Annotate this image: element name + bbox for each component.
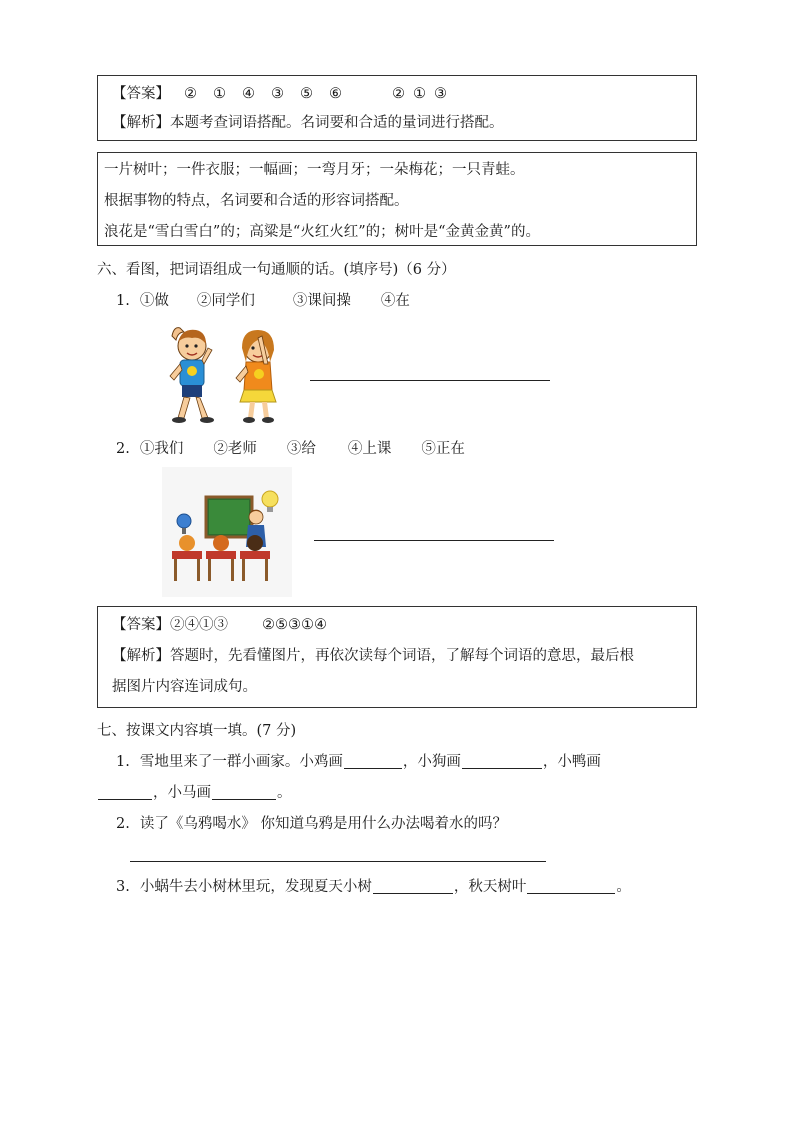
question-7-2 bbox=[116, 814, 507, 834]
answer-item: ② bbox=[184, 86, 197, 102]
word-option: ③课间操 bbox=[292, 293, 351, 309]
analysis-line bbox=[112, 113, 504, 133]
blackboard bbox=[206, 497, 252, 537]
answer-item: ③ bbox=[434, 86, 447, 102]
question-text: 雪地里来了一群小画家。小鸡画 bbox=[139, 754, 343, 770]
boy-figure bbox=[170, 328, 214, 423]
question-number: 1. bbox=[116, 754, 130, 770]
answer-item: ④ bbox=[242, 86, 255, 102]
answer-box-2 bbox=[97, 152, 697, 246]
question-number: 2. bbox=[116, 441, 130, 457]
analysis-text: 本题考查词语搭配。名词要和合适的量词进行搭配。 bbox=[170, 115, 504, 131]
question-6-1 bbox=[116, 291, 410, 311]
analysis-label: 【解析】 bbox=[112, 115, 170, 131]
answer-line-1[interactable] bbox=[310, 380, 550, 381]
analysis-text: 答题时，先看懂图片，再依次读每个词语，了解每个词语的意思，最后根 bbox=[170, 648, 634, 664]
answer-label: 【答案】 bbox=[112, 86, 170, 102]
answer-line bbox=[112, 84, 447, 104]
answer-item: ③ bbox=[271, 86, 284, 102]
question-text: ，小鸭画 bbox=[542, 754, 601, 770]
question-7-1-cont bbox=[97, 783, 292, 803]
word-option: ③给 bbox=[286, 441, 316, 457]
answer-box-1 bbox=[97, 75, 697, 141]
answer-item: ② bbox=[392, 86, 405, 102]
question-text: 小蜗牛去小树林里玩，发现夏天小树 bbox=[139, 879, 372, 895]
answer-line-7-2[interactable] bbox=[130, 861, 546, 862]
section-6-title: 六、看图，把词语组成一句通顺的话。(填序号)（6 分） bbox=[97, 262, 456, 278]
question-number: 3. bbox=[116, 879, 130, 895]
analysis-line: 据图片内容连词成句。 bbox=[112, 679, 257, 695]
answer-label: 【答案】 bbox=[112, 617, 170, 633]
fill-blank[interactable] bbox=[373, 877, 453, 894]
word-option: ②老师 bbox=[213, 441, 257, 457]
question-number: 1. bbox=[116, 293, 130, 309]
word-option: ④上课 bbox=[347, 441, 392, 457]
question-text: ，小狗画 bbox=[402, 754, 461, 770]
answer-item: ① bbox=[413, 86, 426, 102]
students bbox=[179, 535, 263, 551]
answer-item: ②④①③ bbox=[170, 617, 228, 633]
kids-exercising-image bbox=[162, 318, 292, 428]
word-option: ①我们 bbox=[139, 441, 184, 457]
answer-text-line: 浪花是“雪白雪白”的；高粱是“火红火红”的；树叶是“金黄金黄”的。 bbox=[104, 224, 540, 240]
analysis-label: 【解析】 bbox=[112, 648, 170, 664]
fill-blank[interactable] bbox=[212, 783, 276, 800]
fill-blank[interactable] bbox=[527, 877, 615, 894]
word-option: ①做 bbox=[139, 293, 169, 309]
word-option: ②同学们 bbox=[196, 293, 255, 309]
question-text: ，小马画 bbox=[153, 785, 211, 801]
question-7-1 bbox=[116, 752, 601, 772]
answer-item: ⑥ bbox=[329, 86, 342, 102]
word-option: ⑤正在 bbox=[421, 441, 465, 457]
question-7-3 bbox=[116, 877, 631, 897]
analysis-line bbox=[112, 646, 634, 666]
question-number: 2. bbox=[116, 816, 130, 832]
question-6-2 bbox=[116, 439, 465, 459]
answer-line bbox=[112, 615, 327, 635]
answer-text-line: 一片树叶；一件衣服；一幅画；一弯月牙；一朵梅花；一只青蛙。 bbox=[104, 162, 525, 178]
answer-item: ②⑤③①④ bbox=[262, 617, 327, 633]
question-text: 读了《乌鸦喝水》 你知道乌鸦是用什么办法喝着水的吗？ bbox=[139, 816, 507, 832]
girl-figure bbox=[236, 330, 276, 423]
answer-text-line: 根据事物的特点，名词要和合适的形容词搭配。 bbox=[104, 193, 409, 209]
word-option: ④在 bbox=[380, 293, 410, 309]
answer-item: ① bbox=[213, 86, 226, 102]
fill-blank[interactable] bbox=[98, 783, 152, 800]
section-7-title: 七、按课文内容填一填。(7 分) bbox=[97, 723, 297, 739]
answer-line-2[interactable] bbox=[314, 540, 554, 541]
question-text: ，秋天树叶 bbox=[453, 879, 527, 895]
question-text: 。 bbox=[616, 879, 631, 895]
answer-item: ⑤ bbox=[300, 86, 313, 102]
answer-box-3 bbox=[97, 606, 697, 708]
classroom-image bbox=[162, 467, 292, 597]
question-text: 。 bbox=[277, 785, 292, 801]
fill-blank[interactable] bbox=[462, 752, 542, 769]
fill-blank[interactable] bbox=[344, 752, 402, 769]
